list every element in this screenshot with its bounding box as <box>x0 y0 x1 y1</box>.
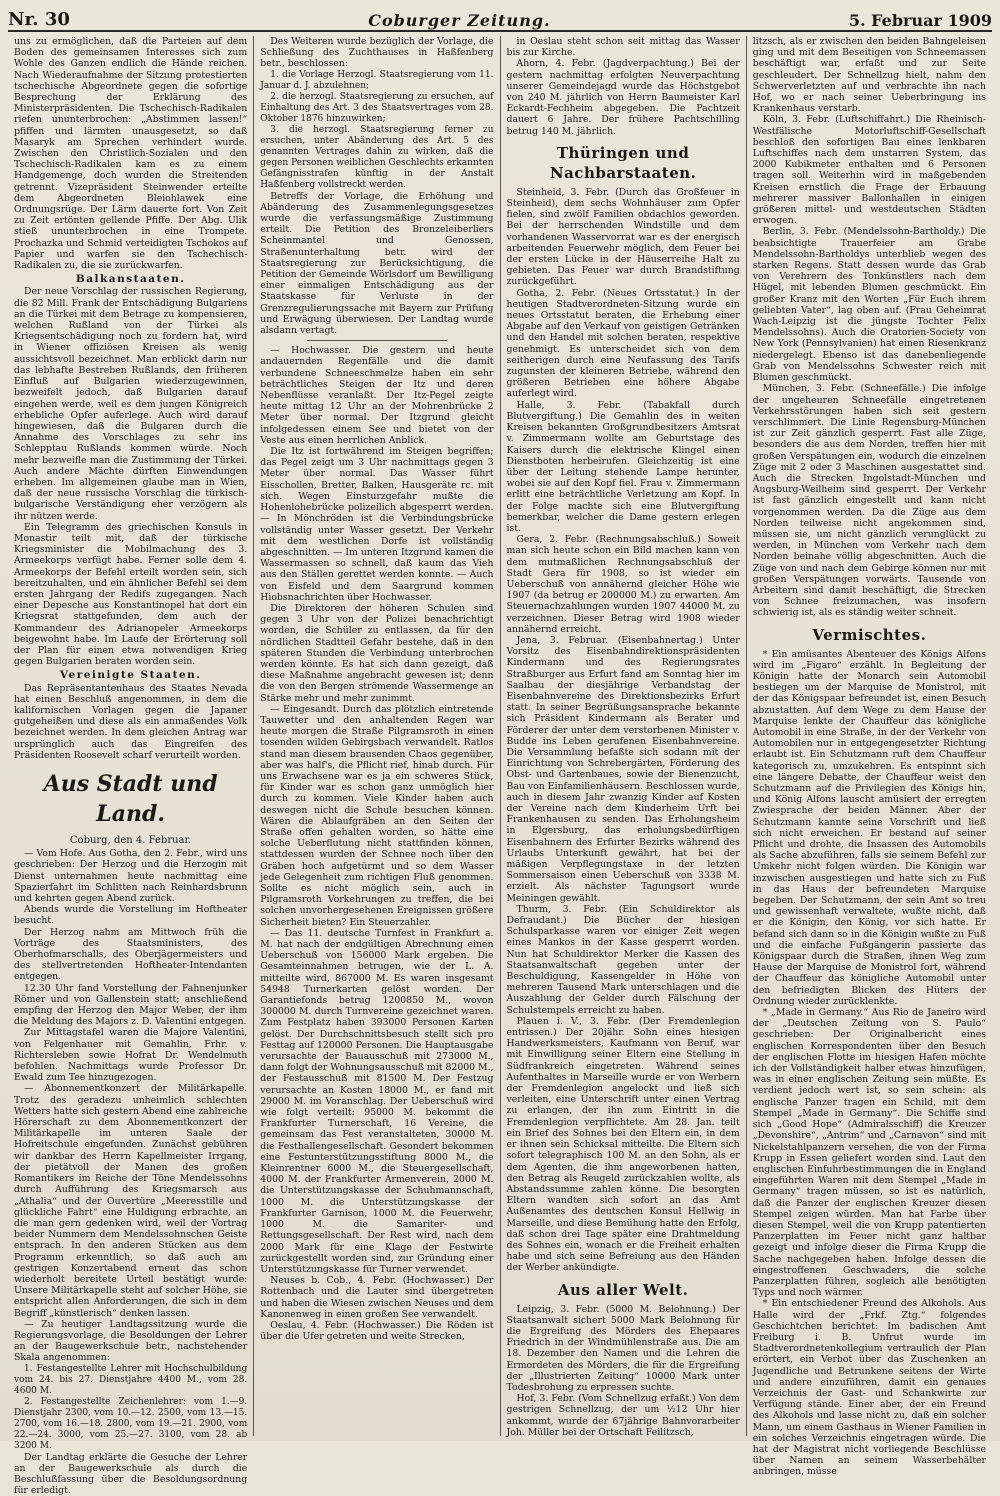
section-title: Vermischtes. <box>812 625 927 644</box>
article-text: — Zu heutiger Landtagssitzung wurde die Regierungsvorlage, die Besoldungen der Lehrer an der Baugewerkschule betr., nachstehender Skala angenommen: <box>14 1318 248 1364</box>
resolution-item: 3. die herzogl. Staatsregierung ferner zu ersuchen, unter Abänderung des Art. 5 des genannten Vertrages dahin zu wirken, daß die gegen Personen weiblichen Geschlechts erkannten Gefängnisstrafen künftig in der Anstalt Haßfenberg vollstreckt werden. <box>260 124 494 190</box>
columns <box>8 36 992 1496</box>
dateline: Coburg, den 4. Februar. <box>69 835 192 846</box>
article-text: litzsch, als er zwischen den beiden Bahngeleisen ging und mit dem Beseitigen von Schneemassen beschäftigt war, erfaßt und zur Seite geschleudert. Der Schnellzug hielt, nahm den Schwerverletzten auf und verbrachte ihn nach Hof, wo er nach seiner Ueberbringung ins Krankenhaus verstarb. <box>752 36 986 115</box>
article-text: Ein Telegramm des griechischen Konsuls in Monastir teilt mit, daß der türkische Kriegsminister die Mobilmachung des 3. Armeekorps verfügt habe. Ferner solle dem 4. Armeekorps der Befehl erteilt worden sein, sich bereitzuhalten, und ein ähnlicher Befehl sei dem ersten Jahrgang der Redifs zugegangen. Nach einer Depesche aus Konstantinopel hat dort ein Kriegsrat stattgefunden, dem auch der Kommandeur des Adrianopeler Armeekorps beigewohnt habe. Im Laufe der Erörterung soll der Plan für einen etwa notwendigen Krieg gegen Bulgarien beraten worden sein. <box>14 521 248 668</box>
article-text: Der Herzog nahm am Mittwoch früh die Vorträge des Staatsministers, des Oberhofmarschalls, des Oberjägermeisters und des stellvertretenden Hoftheater-Intendanten entgegen. <box>14 926 248 983</box>
article-text: * Ein entschiedener Freund des Alkohols. Aus Halle wird der „Frkf. Ztg.“ folgendes Geschichtchen berichtet: Im badischen Amt Freiburg i. B. Unfrut wurde im Stadtverordnetenkollegium vertraulich der Plan erörtert, ein Verbot über das Zuschenken an Jugendliche und Betrunkene seitens der Wirte und andere einzuführen, damit ein genaues Verzeichnis der Gast- und Schankwirte zur Verfügung stände. Einer aber, der ein Freund des Alkohols und lasse nicht zu, daß ein solcher Mann, um einem Gasthaus in Wiener Familien in ein solches Verzeichnis eingetragen würde. Die hat der Magistrat nicht vorliegende Beschlüsse über Namen an seinem Wasserbehälter anbringen, müsse <box>752 1298 986 1478</box>
article-text: Abends wurde die Vorstellung im Hoftheater besucht. <box>14 904 248 927</box>
resolution-item: 1. die Vorlage Herzogl. Staatsregierung vom 11. Januar d. J. abzulehnen; <box>260 69 494 91</box>
article-text: Köln, 3. Febr. (Luftschiffahrt.) Die Rheinisch-Westfälische Motorluftschiff-Gesellschaft beschloß den sofortigen Bau eines lenkbaren Luftschiffes nach dem unstarren System, das 2000 Kubikmeter enthalten und 6 Personen tragen soll. Weiterhin wird in maßgebenden Kreisen ernstlich die Frage der Erbauung mehrerer massiver Ballonhallen in einigen größeren mittel- und westdeutschen Städten erwogen. <box>752 114 986 227</box>
article-text: Berlin, 3. Febr. (Mendelssohn-Bartholdy.) Die beabsichtigte Trauerfeier am Grabe Mendelssohn-Bartholdys unterblieb wegen des starken Regens. Statt dessen wurde das Grab von Verehrern des Tonkünstlers nach dem Hügel, mit lebenden Blumen geschmückt. Ein großer Kranz mit den Worten „Für Euch ihrem geliebten Vater“, lag oben auf. (Frau Geheimrat Wach-Leipzig ist die jüngste Tochter Felix Mendelssohns). Auch die Oratorien-Society von New York (Pennsylvanien) hat einen Riesenkranz niedergelegt. Ebenso ist das danebenliegende Grab von Mendelssohns Schwester reich mit Blumen geschmückt. <box>752 226 986 384</box>
article-text: Jena, 3. Februar. (Eisenbahnertag.) Unter Vorsitz des Eisenbahndirektionspräsidenten Kindermann und des Regierungsrates Straßburger aus Erfurt fand am Sonntag hier im Saalbau der diesjährige Verbandstag der Eisenbahnvereine des Direktionsbezirks Erfurt statt. In seiner Begrüßungsansprache bekannte sich Präsident Kindermann als Berater und Förderer der unter dem verstorbenen Minister v. Budde ins Leben gerufenen Eisenbahnvereine. Die Versammlung befaßte sich sodann mit der Einrichtung von Schrebergärten, Förderung des Obst- und Gartenbaues, sowie der Bienenzucht, Bau von Einfamilienhäusern. Beschlossen wurde, auch in diesem Jahr zwanzig Kinder auf Kosten der Vereine nach dem Kinderheim Urft bei Frankenhausen zu senden. Das Erholungsheim in Elgersburg, das erholungsbedürftigen Eisenbahnern des Erfurter Bezirks während des Urlaubs Unterkunft gewährt, hat bei der mäßigen Verpflegungstaxe in der letzten Sommersaison einen Ueberschuß von 3338 M. erzielt. Als nächster Tagungsort wurde Meiningen gewählt. <box>506 634 740 904</box>
issue-number: Nr. 30 <box>8 9 70 30</box>
masthead <box>8 6 992 32</box>
salary-entry: 1. Festangestellte Lehrer mit Hochschulbildung vom 24. bis 27. Dienstjahre 4400 M., vom 28. 4600 M. <box>14 1363 248 1396</box>
column-1 <box>8 36 254 1496</box>
article-text: Der Landtag erklärte die Gesuche der Lehrer an der Baugewerkschule als durch die Beschlußfassung über die Besoldungsordnung für erledigt. <box>14 1451 248 1496</box>
article-text: Gera, 2. Febr. (Rechnungsabschluß.) Soweit man sich heute schon ein Bild machen kann von dem mutmaßlichen Rechnungsabschluß der Stadt Gera für 1908, so ist wieder ein Ueberschuß von annähernd gleicher Höhe wie 1907 (da betrug er 200000 M.) zu erwarten. Am Steuernachzahlungen wurden 1907 44000 M. zu verzeichnen. Dieser Betrag wird 1908 wieder annähernd erreicht. <box>506 534 740 635</box>
issue-date: 5. Februar 1909 <box>848 11 992 30</box>
article-text: Leipzig, 3. Febr. (5000 M. Belohnung.) Der Staatsanwalt sichert 5000 Mark Belohnung für die Ergreifung des Mörders des Ehepaares Friedrich in der Windmühlenstraße aus. Die am 18. Dezember den Namen und die Lehren die Ermordeten des Mörders, die für die Ergreifung der „Illustrierten Zeitung“ 10000 Mark unter Todesbrohung zu erpressen suchte. <box>506 1303 740 1393</box>
resolution-item: 2. die herzogl. Staatsregierung zu ersuchen, auf Einhaltung des Art. 3 des Staatsvertrages vom 28. Oktober 1876 hinzuwirken; <box>260 91 494 124</box>
section-title: Thüringen und Nachbarstaaten. <box>549 143 697 182</box>
newspaper-title: Coburger Zeitung. <box>368 11 551 30</box>
article-text: Ahorn, 4. Febr. (Jagdverpachtung.) Bei der gestern nachmittag erfolgten Neuverpachtung unserer Gemeindejagd wurde das Höchstgebot von 240 M. jährlich von Herrn Baumeister Karl Eckardt-Fechheim abgegeben. Die Pachtzeit dauert 6 Jahre. Der frühere Pachtschilling betrug 140 M. jährlich. <box>506 58 740 137</box>
column-4 <box>747 36 992 1478</box>
section-heading: Balkanstaaten. <box>75 273 186 286</box>
article-text: — Hochwasser. Die gestern und heute andauernden Regenfälle und die damit verbundene Schneeschmelze haben ein sehr beträchtliches Steigen der Itz und deren Nebenflüsse veranlaßt. Der Itz-Pegel zeigte heute mittag 12 Uhr an der Mohrenbrücke 2 Meter über normal. Der Itzgrund gleicht infolgedessen einem See und bietet von der Veste aus einen herrlichen Anblick. <box>260 345 494 446</box>
article-text: Die Itz ist fortwährend im Steigen begriffen; das Pegel zeigt um 3 Uhr nachmittags gegen 3 Meter über normal. Das Wasser führt Eisschollen, Bretter, Balken, Hausgeräte rc. mit sich. Wegen Einsturzgefahr mußte die Hohenlohebrücke polizeilich abgesperrt werden. — In Mönchröden ist die Verbindungsbrücke vollständig unter Wasser gesetzt. Der Verkehr mit dem westlichen Dorfe ist vollständig abgeschnitten. — Im unteren Itzgrund kamen die Wassermassen so schnell, daß kaum das Vieh aus den Ställen gerettet werden konnte. — Auch von Eisfeld und dem Saargrund kommen Hiobsnachrichten über Hochwasser. <box>260 446 494 603</box>
article-text: uns zu ermöglichen, daß die Parteien auf dem Boden des gemeinsamen Interesses sich zum Wohle des Ganzen endlich die Hände reichen. Nach Wiederaufnahme der Sitzung protestierten tschechische Abgeordnete gegen die sofortige Besprechung der Erklärung des Ministerpräsidenten. Die Tschechisch-Radikalen riefen ununterbrochen: „Abstimmen lassen!“ pfiffen und lärmten unausgesetzt, so daß Masaryk am Sprechen verhindert wurde. Zwischen den Christlich-Sozialen und den Tschechisch-Radikalen kam es zu einem Handgemenge, doch wurden die Streitenden getrennt. Vizepräsident Steinwender erteilte dem Abgeordneten Bleiohlawek eine Ordnungsrüge. Der Lärm dauerte fort. Von Zeit zu Zeit ertönten gellende Pfiffe. Der Abg. Ulik stieß ununterbrochen in eine Trompete. Prochazka und Schmid verteidigten Tschokos auf Papier und warfen sie den Tschechisch-Radikalen zu, die sie zurückwarfen. <box>14 36 248 272</box>
article-text: Steinheid, 3. Febr. (Durch das Großfeuer in Steinheid), dem sechs Wohnhäuser zum Opfer fielen, sind zwölf Familien obdachlos geworden. Bei der herrschenden Windstille und dem vorhandenen Wasservorrat war es der energisch arbeitenden Feuerwehr möglich, dem Feuer bei der ersten Lücke in der Häuserreihe Halt zu gebieten. Das Feuer war durch Brandstiftung zurückgeführt. <box>506 186 740 288</box>
article-text: München, 3. Febr. (Schneefälle.) Die infolge der ungeheuren Schneefälle eingetretenen Verkehrsstörungen haben sich seit gestern verschlimmert. Die Linie Regensburg-München ist zur Zeit gänzlich gesperrt. Fast alle Züge, besonders die aus dem Norden, treffen hier mit großen Verspätungen ein, wodurch die einzelnen Züge mit 2 oder 3 Maschinen ausgestattet sind. Auch die Strecken Ingolstadt-München und Augsburg-Weilheim sind gesperrt. Der Verkehr ist fast gänzlich eingestellt und kann nicht vorgenommen werden. Da die Züge aus dem Norden teilweise nicht angekommen sind, müssen sie, um nicht gänzlich verunglückt zu werden, in München vom Verkehr nach dem Norden beinahe völlig abgeschnitten. Auch die Züge von und nach dem Gebirge können nur mit großen Verspätungen vorwärts. Tausende von Arbeitern sind damit beschäftigt, die Strecken von Schnee freizumachen, was insofern schwierig ist, als es ständig weiter schneit. <box>752 383 986 619</box>
section-heading: Vereinigte Staaten. <box>59 669 202 682</box>
article-text: Der neue Vorschlag der russischen Regierung, die 82 Mill. Frank der Entschädigung Bulgariens an die Türkei mit dem Betrage zu kompensieren, welchen Rußland von der Türkei als Kriegsentschädigung noch zu fordern hat, wird in Wiener offiziösen Kreisen als wenig aussichtsvoll bezeichnet. Man erblickt darin nur das lebhafte Bestreben Rußlands, den früheren Einfluß auf Bulgarien wiederzugewinnen, bezweifelt jedoch, daß Bulgarien darauf eingehen werde, weil es dem jungen Königreich erhebliche Opfer auferlege. Auch wird darauf hingewiesen, daß die Bulgaren durch die Annahme des Vorschlages zu sehr ins Schlepptau Rußlands kommen würde. Noch mehr bezweifle man die Zustimmung der Türkei. Auch andere Mächte dürften Einwendungen erheben. Im allgemeinen glaube man in Wien, daß der neue russische Vorschlag die türkisch-bulgarische Verständigung eher verzögern als ihr nützen werde. <box>14 286 248 522</box>
article-text: Des Weiteren wurde bezüglich der Vorlage, die Schließung des Zuchthauses in Haßfenberg betr., beschlossen: <box>260 36 494 70</box>
article-text: Das Repräsentantenhaus des Staates Nevada hat einen Beschluß angenommen, in dem die kalifornischen Vorlagen gegen die Japaner gutgeheißen und diese als ein anmaßendes Volk bezeichnet werden. In dem gleichen Antrag war ursprünglich auch das Eingreifen des Präsidenten Roosevelt scharf verurteilt worden. <box>14 682 248 761</box>
article-text: * Ein amüsantes Abenteuer des Königs Alfons wird im „Figaro“ erzählt. In Begleitung der Königin hatte der Monarch sein Automobil bestiegen um der Marquise de Monistrol, mit der das Königspaar befreundet ist, einen Besuch abzustatten. Auf dem Wege zu dem Hause der Marquise lenkte der Chauffeur das königliche Automobil in eine Straße, in der der Verkehr von Automobilen nur in entgegengesetzter Richtung erlaubt ist. Ein Schutzmann ruft dem Chauffeur kategorisch zu, umzukehren. Es entspinnt sich eine längere Debatte, der Chauffeur weist den Schutzmann auf die Privilegien des Königs hin, und König Alfons lauscht amüsiert der erregten Zwiesprache der beiden Männer. Aber der Schutzmann kannte seine Vorschrift und ließ sich nicht erweichen. Er bestand auf seiner Pflicht und drohte, die Insassen des Automobils als Sache abzuführen, falls sie seinem Befehl zur Umkehr nicht folgen würden. Die Königin war inzwischen ausgestiegen und hatte sich zu Fuß in das Haus der befreundeten Marquise begeben. Der Schutzmann, der sein Amt so treu und gewissenhaft verwaltete, wußte nicht, daß er die Königin, den König, vor sich hatte. Er befand sich dann so in die Königin wußte zu Fuß und die einfache Fußgängerin passierte das Königspaar durch die Straßen, ihnen Weg zum Hause der Marquise de Monistrol fort, während der Chauffeur das königliche Automobil unter den befriedigten Blicken des Hüters der Ordnung wieder zurücklenkte. <box>752 648 986 1007</box>
article-text: Hof, 3. Febr. (Vom Schnellzug erfaßt.) Von dem gestrigen Schnellzug, der um ½12 Uhr hier ankommt, wurde der 67jährige Bahnvorarbeiter Joh. Müller bei der Ortschaft Feilitzsch, <box>506 1393 740 1438</box>
article-text: Betreffs der Vorlage, die Erhöhung und Abänderung des Zusammenlegungsgesetzes wurde die verfassungsmäßige Zustimmung erteilt. Die Petition des Bronzeleiberliers Scheinmantel und Genossen, Straßenunterhaltung betr. wird der Staatsregierung zur Berücksichtigung, die Petition der Gemeinde Wörlsdorf um Bewilligung einer einmaligen Entschädigung aus der Staatskasse für Verluste in der Grenzregulierungssache mit Bayern zur Prüfung und Erwägung überwiesen. Der Landtag wurde alsdann vertagt. <box>260 190 494 337</box>
salary-entry: 2. Festangestellte Zeichenlehrer: vom 1.—9. Dienstjahr 2300, vom 10.—12. 2500, vom 13.—15. 2700, vom 16.—18. 2800, vom 19.—21. 2900, vom 22.—24. 3000, vom 25.—27. 3100, vom 28. ab 3200 M. <box>14 1396 248 1451</box>
article-text: Halle, 3. Febr. (Tabakfall durch Blutvergiftung.) Die Gemahlin des in weiten Kreisen bekannten Großgrundbesitzers Amtsrat v. Zimmermann wollte am Geburtstage des Kaisers durch die elektrische Klingel einen Dienstboten herbeirufen. Gleichzeitig ist eine über der Leitung stehende Lampe herunter, wobei sie auf den Kopf fiel. Frau v. Zimmermann erlitt eine beträchtliche Verletzung am Kopf. In der Folge machte sich eine Blutvergiftung bemerkbar, welcher die Dame gestern erlegen ist. <box>506 399 740 534</box>
article-text: Die Direktoren der höheren Schulen sind gegen 3 Uhr von der Polizei benachrichtigt worden, die Schüler zu entlassen, da für den nördlichen Stadtteil Gefahr bestehe, daß in den späteren Stunden die Verbindung unterbrochen werden könnte. Es hat sich dann gezeigt, daß diese Maßnahme angebracht gewesen ist; denn die von den Bergen strömende Wassermenge an Stärke mehr und mehr zunimmt. <box>260 602 494 704</box>
section-title: Aus aller Welt. <box>557 1280 689 1299</box>
article-text: — Vom Hofe. Aus Gotha, den 2. Febr., wird uns geschrieben: Der Herzog und die Herzogin mit Dienst unternahmen heute nachmittag eine Spazierfahrt im Schlitten nach Reinhardsbrunn und kehrten gegen Abend zurück. <box>14 848 248 905</box>
article-text: Plauen i. V., 3. Febr. (Der Fremdenlegion entrissen.) Der 20jähr. Sohn eines hiesigen Handwerksmeisters, Kaufmann von Beruf, war mit Einwilligung seiner Eltern eine Stellung in Südfrankreich eingetreten. Während seines Aufenthaltes in Marseille wurde er von Werbern der Fremdenlegion angelockt und ließ sich verleiten, eine Unterschrift unter einen Vertrag zu erlangen, der ihn zum Eintritt in die Fremdenlegion verpflichtete. Am 28. Jan. teilt ein Brief des Sohnes bei den Eltern ein, in dem er ihnen sein Schicksal mitteilte. Die Eltern sich sofort telegraphisch 100 M. an den Sohn, als er dem Agenten, die ihm angeworbenen hatten, den Betrag als Reugeld zurückzahlen wollte, als Abstandssumme zahlen könne. Die besorgten Eltern wandten sich sofort an das Amt Außenamtes des deutschen Konsul Hellwig in Marseille, und diese Bemühung hatte den Erfolg, daß schon drei Tage später eine Drahtmeldung des Sohnes ein, wonach er die Freiheit erhalten habe und sich seine Befreiung aus den Händen der Werber ankündigte. <box>506 1015 740 1274</box>
article-text: 12.30 Uhr fand Vorstellung der Fahnenjunker Römer und von Gallenstein statt; anschließend empfing der Herzog den Major Weber, der ihm die Meldung des Majors z. D. Valentini entgegen. <box>14 982 248 1028</box>
article-text: — Abonnementkonzert der Militärkapelle. Trotz des geradezu unheimlich schlechten Wetters hatte sich gestern Abend eine zahlreiche Hörerschaft zu dem Abonnementkonzert der Militärkapelle im unteren Saale der Hofreitschule eingefunden. Zunächst gebühren wir dankbar des Herrn Kapellmeister Irrgang, der pietätvoll der Manen des großen Romantikers im Reiche der Töne Mendelssohns durch Aufführung des Kriegsmarsch aus „Athalia“ und der Ouvertüre „Meeresstille und glückliche Fahrt“ eine Huldigung erbrachte, an die man gern gedenken wird, weil der Vortrag beider Nummern dem Mendelssohnschen Geiste entsprach. In den anderen Stücken aus dem Programm erkenntlich, so daß auch am gestrigen Konzertabend erneut das schon wiederholt bereitete Urteil bestätigt wurde: Unsere Militärkapelle steht auf solcher Höhe, sie entspricht allen Anforderungen, die sich in dem Begriff „künstlerisch“ denken lassen. <box>14 1083 248 1319</box>
divider <box>307 340 447 341</box>
article-text: Gotha, 2. Febr. (Neues Ortsstatut.) In der heutigen Stadtverordneten-Sitzung wurde ein neues Ortsstatut beraten, die Erhebung einer Abgabe auf den Verkauf von geistigen Getränken und den Handel mit solchen beraten, respektive genehmigt. Es unterscheidet sich von dem seitherigen durch eine Neufassung des Tarifs zugunsten der kleineren Betriebe, während den größeren Betrieben eine höhere Abgabe auferlegt wird. <box>506 287 740 400</box>
column-2 <box>254 36 500 1436</box>
article-text: in Oeslau steht schon seit mittag das Wasser bis zur Kirche. <box>506 36 740 59</box>
article-text: — Das 11. deutsche Turnfest in Frankfurt a. M. hat nach der endgültigen Abrechnung einen Ueberschuß von 156000 Mark ergeben. Die Gesamteinnahmen betrugen, wie der L. A. mitteilte wird, 867000 M. Es waren insgesamt 54948 Turnerkarten gelöst worden. Der Garantiefonds betrug 1200850 M., wovon 300000 M. durch Turnvereine gezeichnet waren. Zum Festplatz haben 393000 Personen Karten gelöst. Der Durchschnittsbesuch stellt sich pro Festtag auf 120000 Personen. Die Hauptausgabe verursachte der Bauausschuß mit 273000 M., dann folgt der Wohnungsausschuß mit 82000 M., der Festausschuß mit 81500 M. Der Festzug verursachte an Kosten 18000 M., er fand mit 29000 M. im Voranschlag. Der Ueberschuß wird wie folgt verteilt: 95000 M. bekommt die Frankfurter Turnerschaft, 16 Vereine, die gemeinsam das Fest veranstalteten, 30000 M. die Festhallengesellschaft. Gesondert bekommen eine Festunterstützungsstiftung 8000 M., die Kleinrentner 6000 M., die Steuergesellschaft, 4000 M. der Frankfurter Armenverein, 2000 M. die Unterstützungskasse der Schuhmannschaft, 1000 M. die Unterstützungskasse der Frankfurter Garnison, 1000 M. die Feuerwehr, 1000 M. die Samariter- und Rettungsgesellschaft. Der Rest wird, nach dem 2000 Mark für eine Klage der Festwirte zurückgestellt worden sind, zur Gründung einer Unterstützungskasse für Turner verwendet. <box>260 927 494 1275</box>
article-text: Thurm, 3. Febr. (Ein Schuldirektor als Defraudant.) Die Bücher der hiesigen Schulsparkasse waren vor einiger Zeit wegen eines Mankos in der Kasse gesperrt worden. Nun hat Schuldirektor Merker die Kassen des Staatsanwaltschaft gegeben unter der Beschuldigung, Kassengelder in Höhe von mehreren Tausend Mark unterschlagen und die Auszahlung der Gelder durch Fälschung der Schulstempels erreicht zu haben. <box>506 903 740 1016</box>
article-text: Oeslau, 4. Febr. (Hochwasser.) Die Röden ist über die Ufer getreten und weite Strecken, <box>260 1319 494 1343</box>
column-3 <box>501 36 747 1436</box>
section-title: Aus Stadt und Land. <box>43 771 218 827</box>
article-text: * „Made in Germany.“ Aus Rio de Janeiro wird der „Deutschen Zeitung von S. Paulo“ geschrieben: Der Originalbericht eines englischen Korrespondenten über den Besuch der englischen Flotte im hiesigen Hafen möchte ich der Vollständigkeit halber etwas hinzufügen, was in einer englischen Zeitung sein müßte. Es verdient jedoch wert ist, so sein schein: als englische Panzer tragen ein Schild, mit dem Stempel „Made in Germany“. Die Schiffe sind sich „Good Hope“ (Admiralsschiff) die Kreuzer „Devonshire“, „Antrim“ und „Carnavon“ sind mit Nickelstahlpanzern versehen, die von der Firma Krupp in Essen geliefert worden sind. Laut den englischen Einfuhrbestimmungen die in England eingeführten Waren mit dem Stempel „Made in Germany“ tragen müssen, so ist es natürlich, daß die Panzer der englischen Kreuzer diesen Stempel zeigen würden. Man hat Farbe über diesen Stempel, weil die von Krupp patentierten Panzerplatten im Feuer nicht ganz haltbar gezeigt und infolge dieser die Firma Krupp die Sache nachgegeben haben. Infolge dessen die eingestroffenen Geschwaders, die solche Panzerplatten führen, sogleich alle benötigten Typs und noch wärmer. <box>752 1007 986 1299</box>
article-text: — Eingesandt. Durch das plötzlich eintretende Tauwetter und den anhaltenden Regen war heute morgen die Straße Pilgramsroth in einen tosenden wilden Gebirgsbach verwandelt. Ratlos stand man diesem brausenden Chaos gegenüber, aber was half's, die Pflicht rief, hinab durch. Für uns Erwachsene war es ja ein schweres Stück, für Kinder war es schon ganz unmöglich hier durch zu kommen. Viele Kinder haben auch deswegen nicht die Schule besuchen können. Wären die Ablaufgräben an den Seiten der Straße offen gehalten worden, so hätte eine solche Ueberflutung nicht stattfinden können, stattdessen wurden der Schnee noch über den Gräben hoch aufgetürmt und so dem Wasser jede Gelegenheit zum richtigen Fluß genommen. Sollte es nicht möglich sein, auch in Pilgramsroth Vorkehrungen zu treffen, die bei solchen unvorhergesehenen Ereignissen größere Sicherheit bieten? Ein Steuerzahler. <box>260 703 494 928</box>
article-text: Zur Mittagstafel waren die Majore Valentini, von Felgenhauer mit Gemahlin, Frhr. v. Richtersleben sowie Hofrat Dr. Wendelmuth befohlen. Nachmittags wurde Professor Dr. Ewald zum Tee hinzugezogen. <box>14 1027 248 1084</box>
article-text: Neuses b. Cob., 4. Febr. (Hochwasser.) Der Rottenbach und die Lauter sind übergetreten und haben die Wiesen zwischen Neuses und dem Kanonenweg in einen großen See verwandelt. <box>260 1275 494 1320</box>
